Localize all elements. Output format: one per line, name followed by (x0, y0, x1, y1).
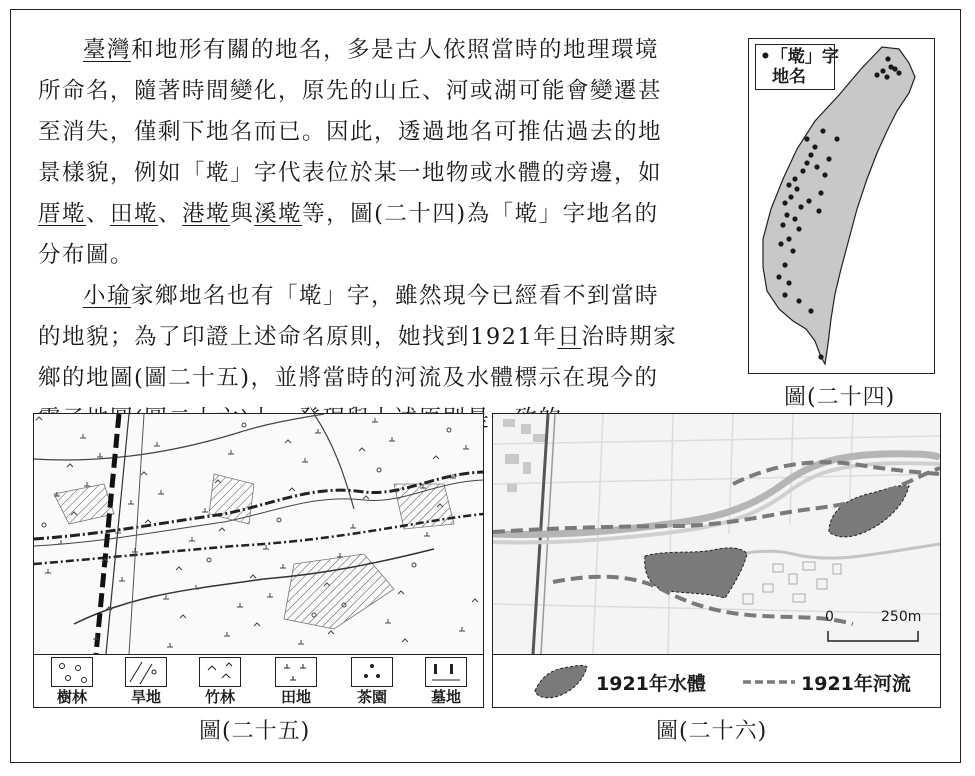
qian-place-dot (794, 186, 799, 191)
qian-place-dot (800, 168, 805, 173)
tea-symbol-icon (352, 658, 392, 686)
figure-26-modern-map (492, 413, 941, 708)
legend-place-name: 地名 (772, 67, 806, 87)
legend-label-tea: 茶園 (356, 688, 387, 706)
water-swatch-icon (531, 661, 591, 701)
qian-place-dot (782, 262, 787, 267)
qian-place-dot (822, 172, 827, 177)
qian-place-dot (778, 241, 783, 246)
legend-water-label: 1921年水體 (596, 673, 706, 695)
legend-label-dryland: 旱地 (130, 688, 161, 706)
caption-figure-25: 圖(二十五) (199, 719, 311, 744)
qian-place-dot (782, 292, 787, 297)
p1-line-2: 所命名，隨著時間變化，原先的山丘、河或湖可能會變遷甚 (38, 78, 663, 104)
p2-line-2-b: 治時期家 (581, 324, 678, 350)
forest-symbol-icon (52, 658, 92, 686)
qian-place-dot (780, 222, 785, 227)
qian-place-dot (798, 204, 803, 209)
legend-tea (342, 657, 402, 707)
dryland-swatch (125, 657, 167, 687)
qian-place-dot (820, 128, 825, 133)
qian-place-dot (896, 70, 901, 75)
qian-place-dot (786, 280, 791, 285)
qian-place-dot (786, 236, 791, 241)
article-text (38, 30, 738, 440)
old-map-graphic (34, 414, 483, 654)
p2-line-1 (38, 276, 738, 317)
legend-bamboo (190, 657, 250, 707)
japan-ri: 日 (557, 324, 582, 350)
qian-place-dot (776, 274, 781, 279)
dryland-symbol-icon (126, 658, 166, 686)
cemetery-symbol-icon (426, 658, 466, 686)
p1-line-4: 景樣貌，例如「墘」字代表位於某一地物或水體的旁邊，如 (38, 160, 663, 186)
qian-place-dot (892, 66, 897, 71)
qian-place-dot (792, 176, 797, 181)
qian-place-dot (885, 56, 890, 61)
legend-dot-qian: •「墘」字 (760, 47, 839, 67)
sep-3: 與 (230, 201, 255, 227)
p1-line-3: 至消失，僅剩下地名而已。因此，透過地名可推估過去的地 (38, 119, 663, 145)
bamboo-symbol-icon (200, 658, 240, 686)
taiwan-island-shape (763, 47, 915, 364)
paddy-swatch (275, 657, 317, 687)
legend-forest (42, 657, 102, 707)
qian-place-dot (808, 308, 813, 313)
legend-label-cemetery: 墓地 (430, 688, 461, 706)
qian-place-dot (792, 216, 797, 221)
qian-place-dot (812, 144, 817, 149)
place-tianqian: 田墘 (110, 201, 159, 227)
qian-place-dot (834, 136, 839, 141)
place-cuoqian: 厝墘 (38, 201, 87, 227)
qian-place-dot (818, 354, 823, 359)
qian-place-dot (784, 212, 789, 217)
scale-distance-label: 250m (881, 609, 922, 625)
scale-zero-label: 0 (825, 609, 834, 625)
qian-place-dot (826, 156, 831, 161)
figure-24-legend (755, 44, 839, 90)
sep-2: 、 (158, 201, 183, 227)
scale-bar-line (823, 629, 923, 643)
river-dash-swatch-icon (743, 677, 795, 687)
legend-label-bamboo: 竹林 (204, 688, 235, 706)
qian-place-dot (790, 248, 795, 253)
p2-line-2 (38, 317, 738, 358)
place-taiwan: 臺灣 (83, 37, 132, 63)
p2-line-2-a: 的地貌；為了印證上述命名原則，她找到1921年 (38, 324, 558, 350)
qian-place-dot (804, 160, 809, 165)
qian-place-dot (782, 200, 787, 205)
p1-line-1-text: 和地形有關的地名，多是古人依照當時的地理環境 (131, 37, 660, 63)
legend-paddy (266, 657, 326, 707)
caption-figure-24: 圖(二十四) (784, 385, 896, 410)
qian-place-dot (796, 226, 801, 231)
figure-25-1921-map (33, 413, 484, 708)
bamboo-swatch (199, 657, 241, 687)
p2-line-1-rest: 家鄉地名也有「墘」字，雖然現今已經看不到當時 (131, 283, 660, 309)
qian-place-dot (808, 152, 813, 157)
person-xiaoyu: 小瑜 (83, 283, 132, 309)
paddy-symbol-icon (276, 658, 316, 686)
qian-place-dot (788, 194, 793, 199)
caption-figure-26: 圖(二十六) (656, 719, 768, 744)
p1-line-5-rest: 等，圖(二十四)為「墘」字地名的 (302, 201, 659, 227)
p2-line-3: 鄉的地圖(圖二十五)，並將當時的河流及水體標示在現今的 (38, 365, 659, 391)
qian-place-dot (880, 68, 885, 73)
qian-place-dot (796, 298, 801, 303)
legend-label-forest: 樹林 (56, 688, 87, 706)
p1-line-6: 分布圖。 (38, 242, 135, 268)
figure-25-legend (34, 654, 483, 708)
qian-place-dot (874, 72, 879, 77)
legend-dryland (116, 657, 176, 707)
figure-24-taiwan-map (748, 38, 935, 374)
figure-26-legend (493, 654, 940, 708)
p1-line-5 (38, 194, 738, 235)
p1-line-1 (38, 30, 738, 71)
place-xiqian: 溪墘 (254, 201, 303, 227)
qian-place-dot (884, 74, 889, 79)
qian-place-dot (814, 164, 819, 169)
tea-swatch (351, 657, 393, 687)
qian-place-dot (786, 182, 791, 187)
legend-cemetery (416, 657, 476, 707)
place-gangqian: 港墘 (182, 201, 231, 227)
qian-place-dot (804, 136, 809, 141)
scale-bar (823, 609, 923, 645)
cemetery-swatch (425, 657, 467, 687)
forest-swatch (51, 657, 93, 687)
qian-place-dot (806, 198, 811, 203)
qian-place-dot (816, 208, 821, 213)
qian-place-dot (818, 190, 823, 195)
legend-river-label: 1921年河流 (801, 673, 911, 695)
legend-label-paddy: 田地 (280, 688, 311, 706)
sep-1: 、 (86, 201, 111, 227)
